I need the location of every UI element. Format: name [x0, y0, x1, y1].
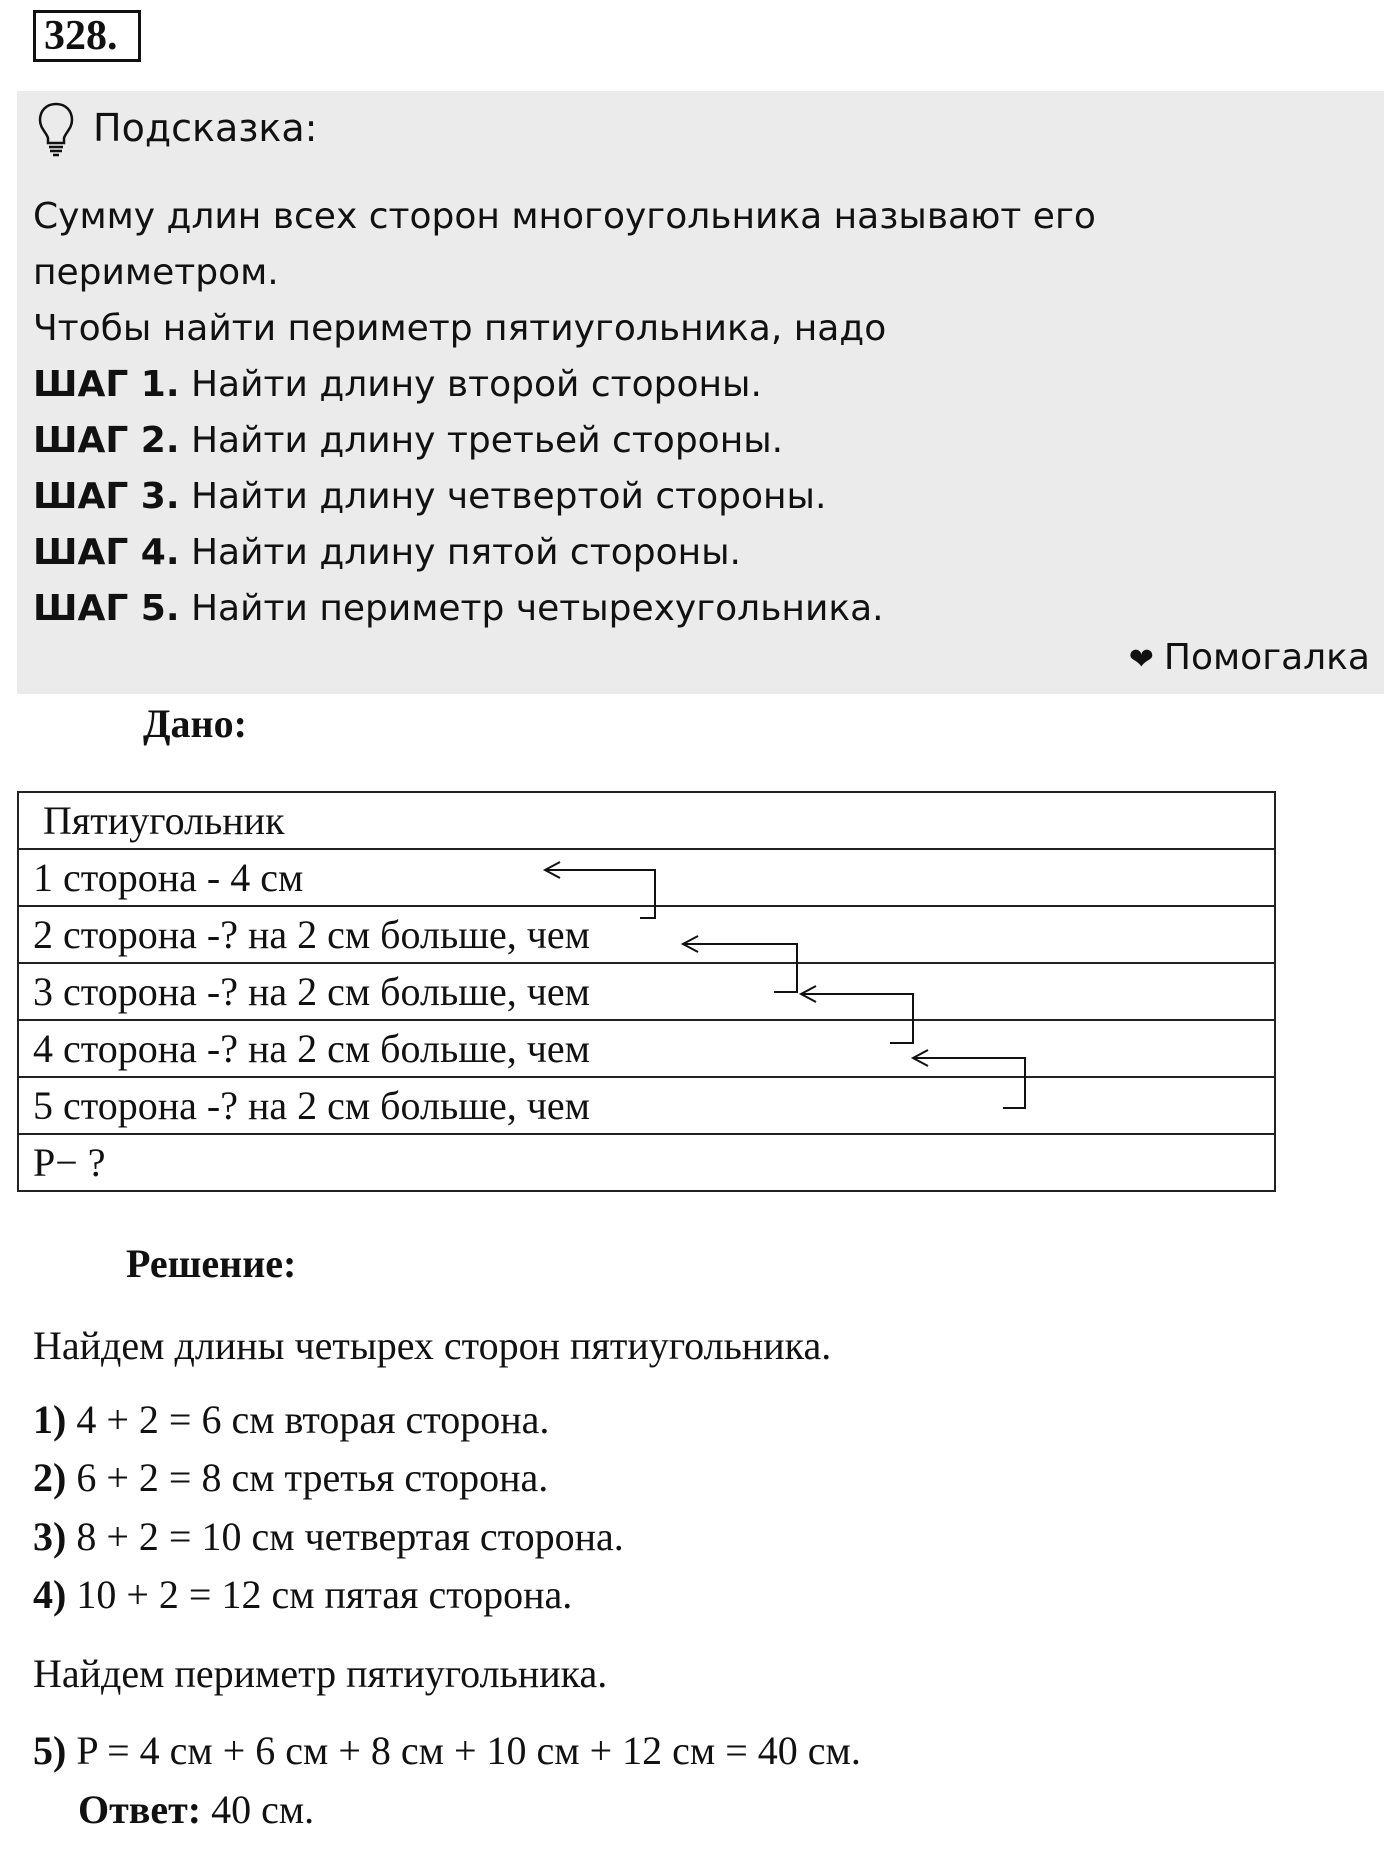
solution-step-2 [33, 1450, 548, 1506]
step-number: 1) [33, 1397, 67, 1442]
step-text: Найти длину четвертой стороны. [179, 476, 827, 517]
answer [78, 1782, 314, 1838]
step-label: ШАГ 4. [33, 532, 180, 573]
step-text: Найти длину третьей стороны. [179, 420, 784, 461]
table-row [18, 1077, 1275, 1134]
heart-icon: ❤ [1128, 642, 1154, 677]
step-number: 5) [33, 1728, 67, 1773]
table-cell: 4 сторона -? на 2 см больше, чем [18, 1020, 1275, 1077]
brand-text: Помогалка [1163, 637, 1370, 678]
step-text: 4 + 2 = 6 см вторая сторона. [66, 1397, 550, 1442]
step-label: ШАГ 1. [33, 364, 180, 405]
solution-step-4 [33, 1567, 572, 1623]
table-row [18, 849, 1275, 906]
step-text: 8 + 2 = 10 см четвертая сторона. [66, 1514, 624, 1559]
hint-body [33, 189, 1096, 637]
hint-line: периметром. [33, 252, 279, 293]
answer-value: 40 см. [201, 1787, 315, 1832]
table-row [18, 963, 1275, 1020]
hint-step-2 [33, 413, 1096, 469]
step-label: ШАГ 2. [33, 420, 180, 461]
hint-line: Сумму длин всех сторон многоугольника называют его [33, 196, 1096, 237]
solution-intro: Найдем длины четырех сторон пятиугольника. [33, 1323, 832, 1368]
step-text: Найти периметр четырехугольника. [179, 588, 884, 629]
solution-step-5 [33, 1723, 861, 1779]
given-table [17, 791, 1276, 1192]
step-number: 4) [33, 1572, 67, 1617]
step-text: Найти длину пятой стороны. [179, 532, 741, 573]
table-cell: 3 сторона -? на 2 см больше, чем [18, 963, 1275, 1020]
given-title: Дано: [143, 701, 247, 746]
hint-line: Чтобы найти периметр пятиугольника, надо [33, 308, 887, 349]
solution-title: Решение: [126, 1241, 297, 1286]
brand-label [1129, 633, 1370, 685]
problem-number: 328. [33, 10, 141, 62]
table-row [18, 1020, 1275, 1077]
table-cell: Пятиугольник [18, 792, 1275, 849]
step-label: ШАГ 3. [33, 476, 180, 517]
step-text: 6 + 2 = 8 см третья сторона. [66, 1455, 549, 1500]
answer-label: Ответ: [78, 1787, 202, 1832]
hint-title: Подсказка: [93, 106, 318, 150]
solution-intro-2: Найдем периметр пятиугольника. [33, 1651, 608, 1696]
table-cell: 1 сторона - 4 см [18, 849, 1275, 906]
hint-step-3 [33, 469, 1096, 525]
solution-step-3 [33, 1509, 624, 1565]
hint-panel [17, 91, 1384, 694]
hint-step-4 [33, 525, 1096, 581]
step-label: ШАГ 5. [33, 588, 180, 629]
step-text: P = 4 см + 6 см + 8 см + 10 см + 12 см = 40 см. [66, 1728, 861, 1773]
step-number: 3) [33, 1514, 67, 1559]
hint-step-5 [33, 581, 1096, 637]
step-number: 2) [33, 1455, 67, 1500]
lightbulb-icon [37, 101, 75, 157]
solution-step-1 [33, 1392, 549, 1448]
table-cell: 2 сторона -? на 2 см больше, чем [18, 906, 1275, 963]
hint-step-1 [33, 357, 1096, 413]
table-row [18, 906, 1275, 963]
table-cell: 5 сторона -? на 2 см больше, чем [18, 1077, 1275, 1134]
table-cell: P− ? [18, 1134, 1275, 1191]
step-text: Найти длину второй стороны. [179, 364, 762, 405]
table-row [18, 792, 1275, 849]
step-text: 10 + 2 = 12 см пятая сторона. [66, 1572, 573, 1617]
table-row [18, 1134, 1275, 1191]
